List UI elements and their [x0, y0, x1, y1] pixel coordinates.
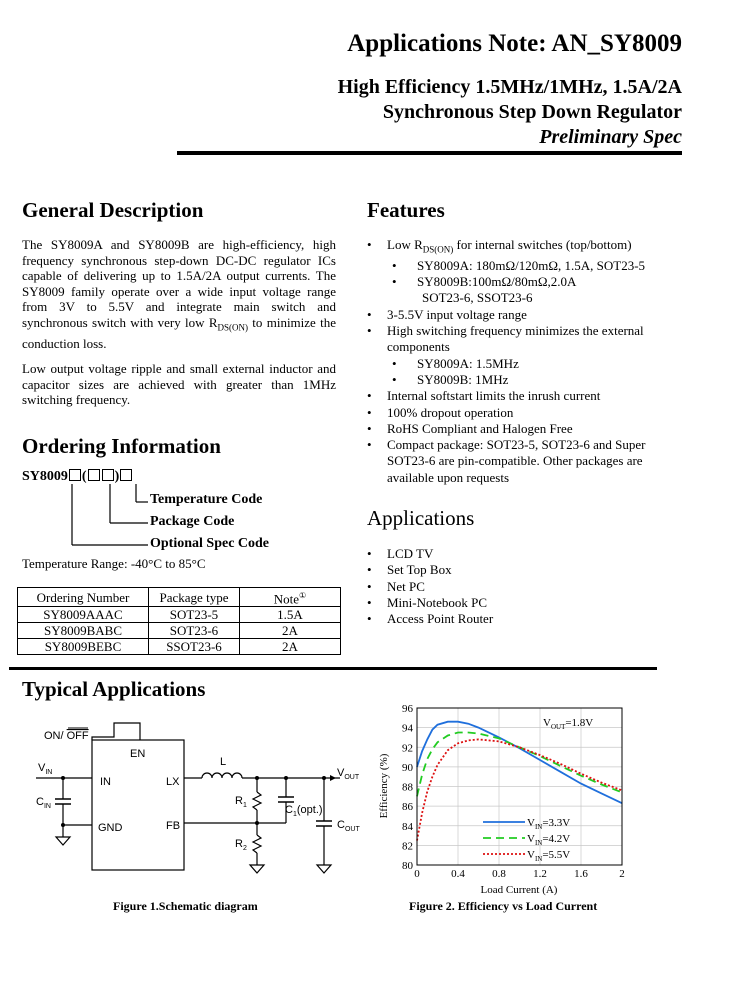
document-status: Preliminary Spec — [539, 126, 682, 148]
table-cell: 2A — [240, 639, 341, 655]
cin-label: $C_{IN}$ — [36, 796, 51, 810]
figure-2-caption: Figure 2. Efficiency vs Load Current — [409, 899, 598, 913]
table-cell: SOT23-6 — [149, 623, 240, 639]
temperature-range: Temperature Range: -40°C to 85°C — [22, 556, 206, 571]
table-cell: SY8009BEBC — [18, 639, 149, 655]
ground-icon — [317, 865, 331, 873]
y-tick-label: 88 — [402, 781, 413, 794]
ordering-information-heading: Ordering Information — [22, 434, 221, 458]
list-item: • 100% dropout operation — [367, 405, 677, 421]
list-item: • Low $R_{DS(ON)}$ for internal switches (top/bottom) — [367, 237, 677, 258]
legend-label: $V_{IN}=5.5V$ — [527, 849, 571, 863]
inductor-label: L — [220, 756, 227, 768]
table-cell: SY8009BABC — [18, 623, 149, 639]
r2-label: $R_2$ — [235, 838, 247, 852]
list-item: • High switching frequency minimizes the external components — [367, 323, 677, 356]
y-tick-label: 96 — [402, 703, 413, 715]
legend-label: $V_{IN}=4.2V$ — [527, 833, 571, 847]
table-row — [18, 639, 341, 655]
general-description-heading: General Description — [22, 198, 204, 222]
list-item: SOT23-6, SSOT23-6 — [422, 290, 533, 306]
resistor-r1-icon — [253, 792, 261, 810]
table-cell: SY8009AAAC — [18, 607, 149, 623]
y-tick-label: 86 — [402, 801, 413, 814]
legend-label: $V_{IN}=3.3V$ — [527, 817, 571, 831]
inductor-icon — [202, 773, 242, 778]
ground-icon — [250, 865, 264, 873]
y-tick-label: 80 — [402, 860, 413, 872]
table-header-row — [18, 588, 341, 607]
chart-grid — [417, 708, 622, 865]
table-cell: SSOT23-6 — [149, 639, 240, 655]
list-item: • RoHS Compliant and Halogen Free — [367, 421, 677, 437]
table-cell: SOT23-5 — [149, 607, 240, 623]
x-tick-label: 1.6 — [574, 868, 588, 880]
document-subtitle: Synchronous Step Down Regulator — [382, 101, 682, 123]
figure-1-caption: Figure 1.Schematic diagram — [113, 899, 258, 913]
gnd-pin-label: GND — [98, 822, 123, 834]
y-tick-label: 92 — [402, 742, 413, 755]
list-item: • Set Top Box — [367, 562, 667, 578]
vin-label: $V_{IN}$ — [38, 762, 53, 776]
x-tick-label: 0 — [414, 868, 420, 880]
y-tick-label: 94 — [402, 722, 413, 735]
en-pin-label: EN — [130, 748, 146, 760]
features-heading: Features — [367, 198, 445, 222]
applications-list — [367, 546, 667, 627]
y-tick-label: 82 — [402, 840, 413, 853]
list-item: • Compact package: SOT23-5, SOT23-6 and Super SOT23-6 are pin-compatible. Other packages are available upon requests — [367, 437, 677, 486]
ground-icon — [56, 837, 70, 845]
chart-ticks — [402, 703, 625, 880]
vout-label: $V_{OUT}$ — [337, 767, 360, 781]
ordering-table — [17, 587, 341, 655]
document-title: Applications Note: AN_SY8009 — [347, 30, 682, 57]
optional-spec-code-label: Optional Spec Code — [150, 536, 270, 551]
header-rule — [177, 151, 682, 155]
x-tick-label: 0.4 — [451, 868, 465, 880]
resistor-r2-icon — [253, 835, 261, 853]
lx-pin-label: LX — [166, 776, 180, 788]
c1-label: $C_1(opt.)$ — [285, 804, 323, 818]
list-item: • Internal softstart limits the inrush current — [367, 388, 677, 404]
series-line — [417, 739, 622, 840]
table-cell: 2A — [240, 623, 341, 639]
r1-label: $R_1$ — [235, 795, 247, 809]
column-header: Ordering Number — [18, 588, 149, 607]
x-tick-label: 2 — [619, 868, 625, 880]
cout-label: $C_{OUT}$ — [337, 819, 360, 833]
applications-heading: Applications — [367, 506, 475, 530]
general-description-paragraph: Low output voltage ripple and small external inductor and capacitor sizes are achieved with greater than 1MHz switching frequency. — [22, 361, 336, 408]
list-item: • Mini-Notebook PC — [367, 595, 667, 611]
list-item: • Access Point Router — [367, 611, 667, 627]
list-item: • SY8009A: 180mΩ/120mΩ, 1.5A, SOT23-5 — [367, 258, 677, 274]
typical-applications-heading: Typical Applications — [22, 677, 206, 701]
x-axis-label: Load Current (A) — [480, 884, 558, 896]
list-item: • Net PC — [367, 579, 667, 595]
chart-legend — [483, 817, 570, 863]
package-code-label: Package Code — [150, 514, 235, 529]
table-cell: 1.5A — [240, 607, 341, 623]
x-tick-label: 0.8 — [492, 868, 506, 880]
list-item: • 3-5.5V input voltage range — [367, 307, 677, 323]
fb-pin-label: FB — [166, 820, 181, 832]
y-tick-label: 84 — [402, 820, 413, 833]
list-item: • SY8009B: 1MHz — [367, 372, 677, 388]
y-axis-label: Efficiency (%) — [378, 753, 390, 819]
column-header: Note① — [240, 588, 341, 607]
list-item: • SY8009A: 1.5MHz — [367, 356, 677, 372]
table-row — [18, 623, 341, 639]
column-header: Package type — [149, 588, 240, 607]
series-line — [417, 722, 622, 804]
table-row — [18, 607, 341, 623]
y-tick-label: 90 — [402, 761, 413, 774]
schematic-diagram — [30, 715, 365, 890]
in-pin-label: IN — [100, 776, 111, 788]
on-off-label: ON/ OFF — [44, 730, 89, 742]
general-description-paragraph: The SY8009A and SY8009B are high-efficiency, high frequency synchronous step-down DC-DC regulator ICs capable of delivering up to 1.5A/2A output currents. The SY8009 family operate over a wide input voltage range from 3V to 5.5V and integrate main switch and synchronous switch with very low $R_{DS(ON)}$ to minimize the conduction loss. — [22, 237, 336, 352]
temperature-code-label: Temperature Code — [150, 492, 263, 507]
document-subtitle: High Efficiency 1.5MHz/1MHz, 1.5A/2A — [337, 76, 682, 98]
list-item: • SY8009B:100mΩ/80mΩ,2.0A — [367, 274, 677, 290]
vout-annotation: $V_{OUT}=1.8V$ — [543, 717, 594, 731]
features-list — [367, 237, 677, 486]
section-rule — [9, 667, 657, 670]
ordering-code-leaders — [70, 482, 160, 552]
x-tick-label: 1.2 — [533, 868, 547, 880]
ordering-code: SY8009 ( ) — [22, 469, 133, 485]
list-item: • LCD TV — [367, 546, 667, 562]
efficiency-chart — [370, 698, 640, 898]
